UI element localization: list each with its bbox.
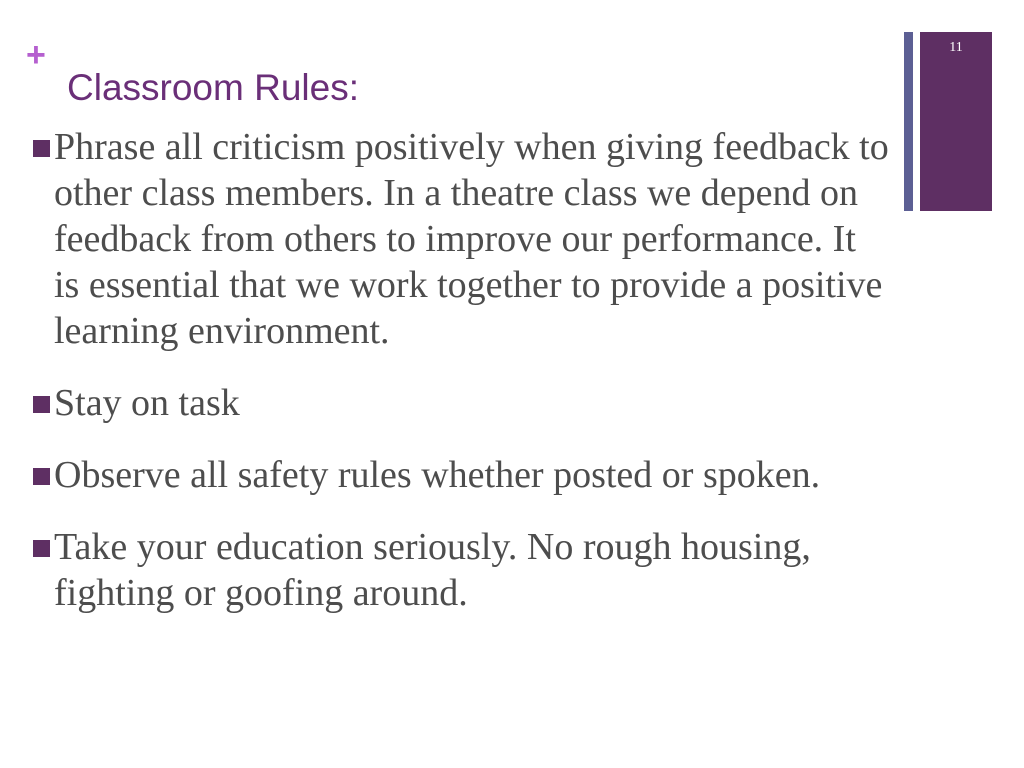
bullet-list [30,124,890,642]
accent-block [920,32,992,211]
accent-bar [904,32,913,211]
bullet-square-icon [33,468,50,485]
bullet-text: Take your education seriously. No rough housing, fighting or goofing around. [54,526,811,614]
bullet-item [30,452,890,498]
bullet-square-icon [33,540,50,557]
slide-number: 11 [949,40,963,55]
bullet-text: Stay on task [54,382,240,424]
plus-icon: + [26,36,46,74]
bullet-text: Observe all safety rules whether posted or spoken. [54,454,821,496]
bullet-item [30,524,890,616]
bullet-item [30,124,890,354]
bullet-square-icon [33,396,50,413]
bullet-square-icon [33,140,50,157]
slide-title: Classroom Rules: [67,67,359,108]
bullet-text: Phrase all criticism positively when giving feedback to other class members. In a theatre class we depend on feedback from others to improve our performance. It is essential that we work together to provide a positive learning environment. [54,126,889,352]
bullet-item [30,380,890,426]
